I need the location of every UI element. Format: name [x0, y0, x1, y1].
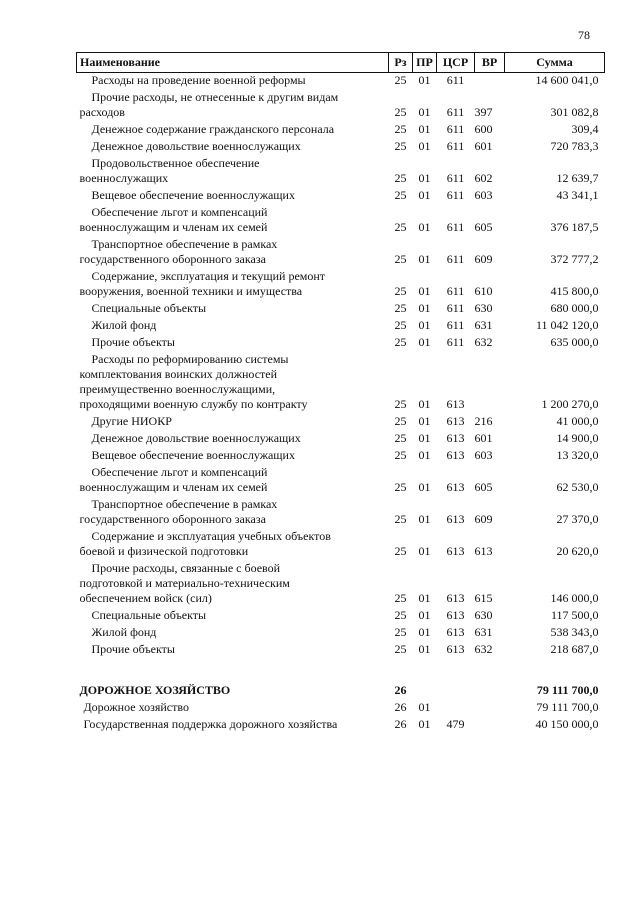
- row-name: Жилой фонд: [91, 318, 157, 332]
- row-csr: 613: [446, 642, 465, 656]
- row-csr: 611: [446, 335, 465, 349]
- row-rz: 25: [394, 188, 407, 202]
- row-pr: 01: [418, 448, 431, 462]
- row-vr: 630: [474, 301, 493, 315]
- row-name: Прочие объекты: [91, 642, 175, 656]
- row-name: Обеспечение льгот и компенсаций военнослужащим и членам их семей: [79, 205, 268, 234]
- row-rz: 25: [394, 608, 407, 622]
- row-sum: 376 187,5: [550, 220, 599, 234]
- row-sum: 1 200 270,0: [541, 397, 599, 411]
- table-row: [77, 414, 605, 431]
- table-row: [77, 465, 605, 497]
- row-vr: 397: [474, 105, 493, 119]
- row-sum: 43 341,1: [556, 188, 599, 202]
- row-vr: 613: [474, 544, 493, 558]
- row-csr: 613: [446, 397, 465, 411]
- table-row: [77, 156, 605, 188]
- row-pr: 01: [418, 431, 431, 445]
- row-rz: 25: [394, 397, 407, 411]
- row-name: Вещевое обеспечение военнослужащих: [91, 188, 295, 202]
- row-vr: 632: [474, 335, 493, 349]
- row-pr: 01: [418, 414, 431, 428]
- row-name: Денежное довольствие военнослужащих: [91, 139, 301, 153]
- row-pr: 01: [418, 591, 431, 605]
- row-sum: 13 320,0: [556, 448, 599, 462]
- row-sum: 720 783,3: [550, 139, 599, 153]
- row-rz: 25: [394, 512, 407, 526]
- row-pr: 01: [418, 700, 431, 714]
- row-name: Обеспечение льгот и компенсаций военнослужащим и членам их семей: [79, 465, 268, 494]
- row-name: Денежное довольствие военнослужащих: [91, 431, 301, 445]
- row-csr: [437, 683, 475, 700]
- row-pr: 01: [418, 171, 431, 185]
- table-row: [77, 205, 605, 237]
- row-sum: 301 082,8: [550, 105, 599, 119]
- row-rz: 25: [394, 335, 407, 349]
- row-csr: 613: [446, 414, 465, 428]
- row-vr: 601: [474, 139, 493, 153]
- row-name: Государственная поддержка дорожного хозяйства: [83, 717, 338, 731]
- row-pr: 01: [418, 480, 431, 494]
- row-vr: 600: [474, 122, 493, 136]
- row-name: Расходы по реформированию системы комплектования воинских должностей преимущественно военнослужащими, проходящими военную службу по контракту: [79, 352, 308, 411]
- row-csr: 613: [446, 512, 465, 526]
- row-rz: 25: [394, 105, 407, 119]
- row-rz: 25: [394, 139, 407, 153]
- row-sum: 14 900,0: [556, 431, 599, 445]
- row-pr: 01: [418, 220, 431, 234]
- row-sum: 20 620,0: [556, 544, 599, 558]
- table-row: [77, 122, 605, 139]
- row-vr: 631: [474, 625, 493, 639]
- row-name: Вещевое обеспечение военнослужащих: [91, 448, 295, 462]
- row-csr: 611: [446, 318, 465, 332]
- row-vr: [475, 352, 505, 414]
- row-csr: 613: [446, 431, 465, 445]
- row-vr: 610: [474, 284, 493, 298]
- header-name: Наименование: [77, 53, 389, 73]
- table-row: [77, 448, 605, 465]
- row-vr: 603: [474, 188, 493, 202]
- row-sum: 538 343,0: [550, 625, 599, 639]
- row-rz: 25: [394, 122, 407, 136]
- table-row: [77, 73, 605, 91]
- row-csr: 613: [446, 480, 465, 494]
- header-vr: ВР: [475, 53, 505, 73]
- row-pr: 01: [418, 512, 431, 526]
- row-csr: 479: [446, 717, 465, 731]
- row-vr: [475, 73, 505, 91]
- row-name: Прочие расходы, не отнесенные к другим видам расходов: [79, 90, 339, 119]
- row-vr: 603: [474, 448, 493, 462]
- row-name: Другие НИОКР: [91, 414, 172, 428]
- row-csr: 613: [446, 544, 465, 558]
- row-pr: 01: [418, 284, 431, 298]
- row-rz: 25: [394, 642, 407, 656]
- row-vr: [475, 717, 505, 734]
- row-sum: 79 111 700,0: [536, 700, 599, 714]
- row-sum: 372 777,2: [550, 252, 599, 266]
- row-pr: 01: [418, 73, 431, 87]
- row-rz: 25: [394, 171, 407, 185]
- row-name: ДОРОЖНОЕ ХОЗЯЙСТВО: [79, 683, 231, 697]
- row-csr: 611: [446, 171, 465, 185]
- row-vr: 609: [474, 252, 493, 266]
- row-rz: 25: [394, 414, 407, 428]
- table-row: [77, 497, 605, 529]
- table-row: [77, 700, 605, 717]
- row-vr: 615: [474, 591, 493, 605]
- row-rz: 25: [394, 591, 407, 605]
- row-sum: 79 111 700,0: [536, 683, 599, 697]
- row-name: Продовольственное обеспечение военнослужащих: [79, 156, 260, 185]
- table-row: [77, 318, 605, 335]
- row-csr: 611: [446, 301, 465, 315]
- row-vr: 609: [474, 512, 493, 526]
- row-csr: 611: [446, 252, 465, 266]
- row-pr: 01: [418, 188, 431, 202]
- row-csr: 613: [446, 591, 465, 605]
- row-pr: 01: [418, 252, 431, 266]
- row-csr: 611: [446, 220, 465, 234]
- row-rz: 25: [394, 318, 407, 332]
- row-rz: 26: [394, 700, 407, 714]
- row-rz: 25: [394, 480, 407, 494]
- row-vr: 605: [474, 220, 493, 234]
- table-row: [77, 717, 605, 734]
- row-name: Транспортное обеспечение в рамках государственного оборонного заказа: [79, 497, 278, 526]
- row-rz: 25: [394, 301, 407, 315]
- row-name: Содержание и эксплуатация учебных объектов боевой и физической подготовки: [79, 529, 331, 558]
- row-sum: 218 687,0: [550, 642, 599, 656]
- table-row: [77, 352, 605, 414]
- row-sum: 309,4: [571, 122, 599, 136]
- row-csr: 613: [446, 448, 465, 462]
- row-pr: 01: [418, 544, 431, 558]
- row-rz: 25: [394, 73, 407, 87]
- row-csr: 613: [446, 625, 465, 639]
- row-vr: 601: [474, 431, 493, 445]
- row-rz: 25: [394, 252, 407, 266]
- row-sum: 27 370,0: [556, 512, 599, 526]
- table-row: [77, 529, 605, 561]
- row-rz: 25: [394, 448, 407, 462]
- row-name: Прочие расходы, связанные с боевой подготовкой и материально-техническим обеспечением войск (сил): [79, 561, 290, 605]
- row-pr: 01: [418, 717, 431, 731]
- table-row: [77, 139, 605, 156]
- row-pr: 01: [418, 318, 431, 332]
- row-csr: 611: [446, 188, 465, 202]
- table-row: [77, 561, 605, 608]
- row-rz: 25: [394, 544, 407, 558]
- row-pr: 01: [418, 122, 431, 136]
- table-row: [77, 642, 605, 659]
- row-csr: 611: [446, 105, 465, 119]
- table-row: [77, 90, 605, 122]
- row-rz: 25: [394, 431, 407, 445]
- row-name: Специальные объекты: [91, 301, 207, 315]
- row-name: Денежное содержание гражданского персонала: [91, 122, 335, 136]
- row-vr: 602: [474, 171, 493, 185]
- table-row: [77, 608, 605, 625]
- row-sum: 62 530,0: [556, 480, 599, 494]
- table-row: [77, 188, 605, 205]
- row-sum: 635 000,0: [550, 335, 599, 349]
- row-sum: 14 600 041,0: [535, 73, 599, 87]
- header-csr: ЦСР: [437, 53, 475, 73]
- row-csr: 611: [446, 73, 465, 87]
- row-csr: 611: [446, 122, 465, 136]
- row-csr: 611: [446, 284, 465, 298]
- table-row: [77, 683, 605, 700]
- row-pr: 01: [418, 139, 431, 153]
- row-vr: [475, 700, 505, 717]
- row-vr: 631: [474, 318, 493, 332]
- table-row: [77, 335, 605, 352]
- row-name: Транспортное обеспечение в рамках государственного оборонного заказа: [79, 237, 278, 266]
- row-name: Дорожное хозяйство: [83, 700, 189, 714]
- table-row: [77, 269, 605, 301]
- header-rz: Рз: [389, 53, 413, 73]
- row-rz: 25: [394, 625, 407, 639]
- row-vr: 605: [474, 480, 493, 494]
- row-csr: [437, 700, 475, 717]
- table-body: [77, 73, 605, 735]
- row-vr: [475, 683, 505, 700]
- row-rz: 25: [394, 220, 407, 234]
- row-pr: 01: [418, 397, 431, 411]
- row-sum: 117 500,0: [550, 608, 599, 622]
- table-row: [77, 301, 605, 318]
- row-sum: 12 639,7: [556, 171, 599, 185]
- row-rz: 25: [394, 284, 407, 298]
- row-vr: 216: [474, 414, 493, 428]
- row-pr: 01: [418, 642, 431, 656]
- row-pr: [413, 683, 437, 700]
- row-pr: 01: [418, 608, 431, 622]
- row-sum: 146 000,0: [550, 591, 599, 605]
- row-name: Жилой фонд: [91, 625, 157, 639]
- table-row: [77, 237, 605, 269]
- row-pr: 01: [418, 105, 431, 119]
- header-pr: ПР: [413, 53, 437, 73]
- row-vr: 632: [474, 642, 493, 656]
- row-name: Содержание, эксплуатация и текущий ремонт вооружения, военной техники и имущества: [79, 269, 326, 298]
- row-csr: 613: [446, 608, 465, 622]
- row-name: Расходы на проведение военной реформы: [91, 73, 306, 87]
- row-csr: 611: [446, 139, 465, 153]
- section-spacer: [77, 659, 605, 683]
- row-sum: 40 150 000,0: [535, 717, 599, 731]
- row-sum: 415 800,0: [550, 284, 599, 298]
- row-rz: 26: [394, 717, 407, 731]
- budget-table: [76, 52, 605, 734]
- row-vr: 630: [474, 608, 493, 622]
- page-number: 78: [578, 28, 590, 42]
- table-header: [77, 53, 605, 73]
- row-name: Прочие объекты: [91, 335, 175, 349]
- row-name: Специальные объекты: [91, 608, 207, 622]
- row-pr: 01: [418, 625, 431, 639]
- header-sum: Сумма: [505, 53, 605, 73]
- table-row: [77, 431, 605, 448]
- row-pr: 01: [418, 335, 431, 349]
- table-row: [77, 625, 605, 642]
- row-sum: 11 042 120,0: [535, 318, 599, 332]
- row-pr: 01: [418, 301, 431, 315]
- row-sum: 680 000,0: [550, 301, 599, 315]
- row-sum: 41 000,0: [556, 414, 599, 428]
- row-rz: 26: [394, 683, 407, 697]
